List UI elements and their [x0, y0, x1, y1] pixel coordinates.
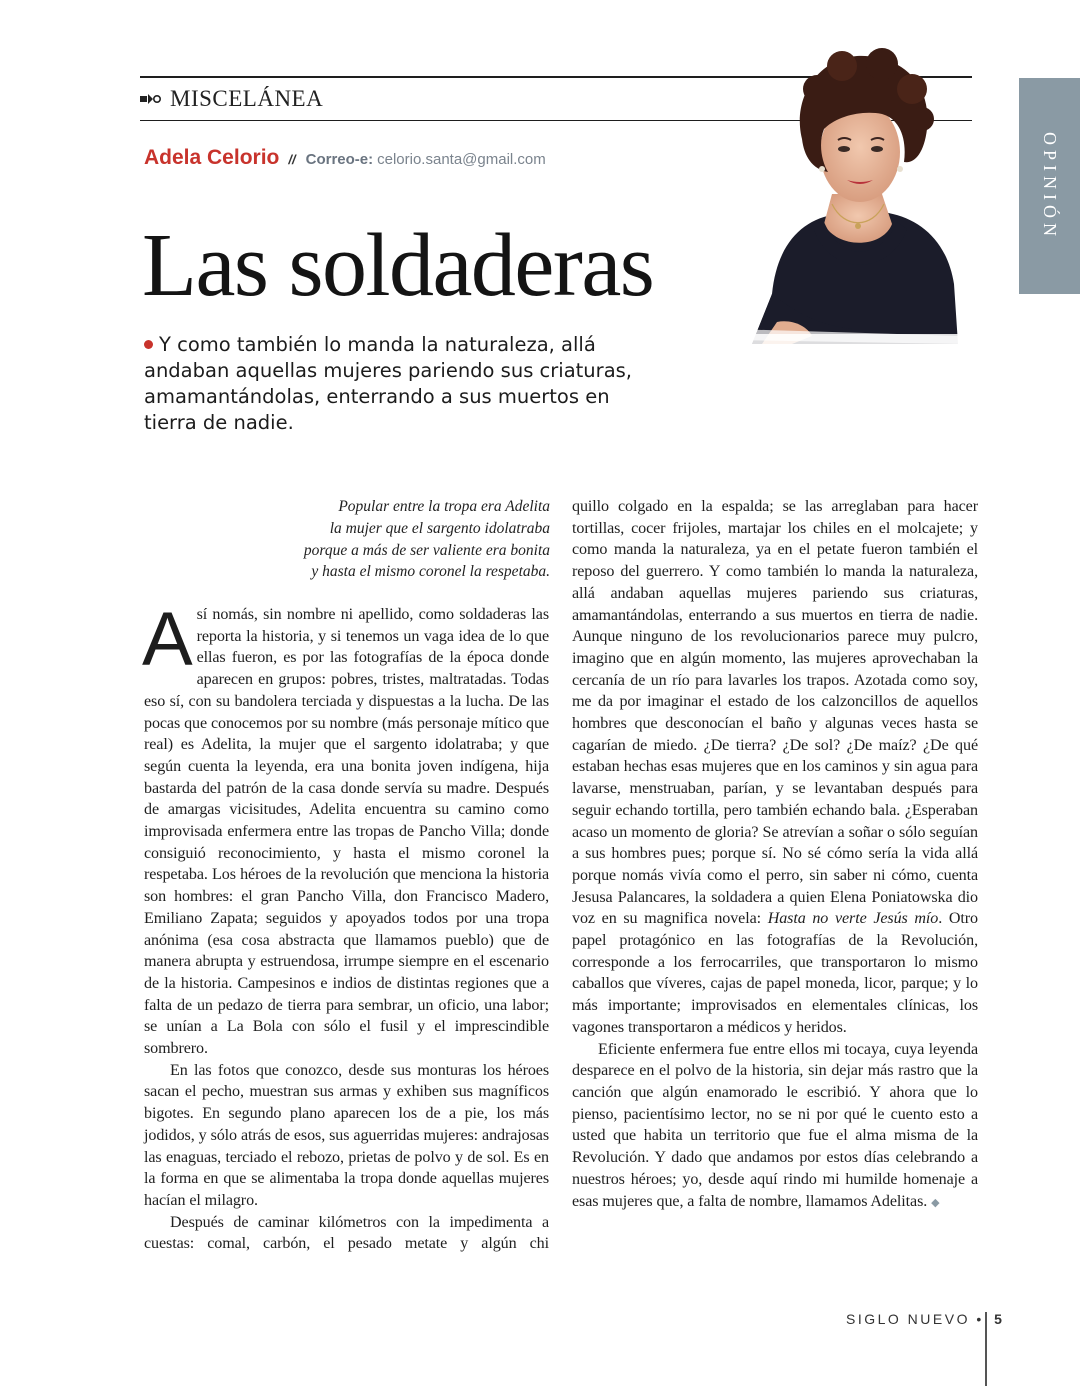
- epigraph: [250, 496, 550, 583]
- article-deck: [144, 332, 664, 436]
- body-paragraph: Eficiente enfermera fue entre ellos mi tocaya, cuya leyenda desparece en el polvo de la historia, sin dejar más rastro que la canción que algún enamorado le escribió. Y ahora que lo pienso, pacientísimo lector, no se ni por qué le cuento esto a usted que habita un territorio que fue el alma misma de la Revolución. Y dado que andamos por estos días celebrando a nuestros héroes; yo, desde aquí rindo mi humilde homenaje a esas mujeres que, a falta de nombre, llamamos Adelitas. ◆: [572, 1040, 978, 1210]
- book-title: Hasta no verte Jesús mío: [767, 910, 939, 928]
- byline-separator: //: [288, 152, 296, 167]
- deck-text: Y como también lo manda la naturaleza, allá andaban aquellas mujeres pariendo sus criaturas, amamantándolas, enterrando a sus muertos en tierra de nadie.: [144, 333, 632, 434]
- section-tab-label: OPINIÓN: [1040, 131, 1060, 241]
- section-label: MISCELÁNEA: [170, 86, 324, 111]
- epigraph-line: Popular entre la tropa era Adelita: [338, 498, 550, 515]
- body-paragraph: En las fotos que conozco, desde sus monturas los héroes sacan el pecho, muestran sus armas y exhiben sus magníficos bigotes. En segundo plano aparecen los de a pie, los más jodidos, y sólo atrás de esos, sus aguerridas mujeres: andrajosas las enaguas, terciado el rebozo, prietas de polvo y de sol. Es en la forma en que se alimentaba la tropa donde aquellas mujeres hacían el milagro.: [144, 1061, 549, 1209]
- body-column-right: [572, 496, 978, 1214]
- page-footer: [846, 1311, 1002, 1327]
- section-header: [140, 86, 323, 112]
- author-name: Adela Celorio: [144, 146, 280, 169]
- email-label: Correo-e:: [305, 151, 374, 168]
- footer-rule: [985, 1312, 987, 1386]
- end-mark-icon: ◆: [931, 1196, 940, 1209]
- byline: [144, 146, 546, 170]
- body-paragraph: Después de caminar kilómetros con la impedimenta a cuestas: comal, carbón, el pesado metate y algún chi: [144, 1213, 549, 1253]
- section-tab: [1019, 78, 1080, 294]
- epigraph-line: porque a más de ser valiente era bonita: [303, 541, 550, 559]
- arrow-bullet-icon: [140, 93, 162, 105]
- page-number: 5: [994, 1311, 1002, 1327]
- magazine-name: SIGLO NUEVO: [846, 1311, 970, 1327]
- body-paragraph: quillo colgado en la espalda; se las arreglaban para hacer tortillas, cocer frijoles, martajar los chiles en el molcajete; y como manda la naturaleza, ya en el petate fueron también el reposo del guerrero. Y como también lo manda la naturaleza, allá andaban aquellas mujeres pariendo sus criaturas, amamantándolas, enterrando a sus muertos en tierra de nadie. Aunque ninguno de los revolucionarios parece muy pulcro, imagino que en algún momento, las mujeres aprovechaban la cercanía de un río para lavarles los trapos. Azotada como soy, me da por imaginar el estado de los calzoncillos de aquellos hombres que desconocían el baño y algunas veces hasta se cagarían de miedo. ¿De tierra? ¿De sol? ¿De maíz? ¿De qué estaban hechas esas mujeres que en los caminos y sin agua para lavarse, menstruaban, parían, y se levantaban después para seguir echando tortilla, pero también echando bala. ¿Esperaban acaso un momento de gloria? Se atrevían a soñar o sólo seguían a sus hombres pues; porque sí. No sé cómo sería la vida allá porque nomás vivía como el perro, sin saber ni cómo, cuenta Jesusa Palancares, la soldadera a quien Elena Poniatowska dio voz en su magnifica novela: Hasta no verte Jesús mío. Otro papel protagónico en las fotografías de la Revolución, corresponde a los ferrocarriles, que transportaron lo mismo caballos que víveres, cajas de papel moneda, licor, parque; y lo más importante; improvisados en elementales clínicas, los vagones transportaron a médicos y heridos.: [572, 498, 978, 1036]
- footer-dot: •: [976, 1311, 984, 1327]
- epigraph-line: y hasta el mismo coronel la respetaba.: [311, 563, 550, 581]
- drop-cap: A: [142, 597, 193, 682]
- deck-bullet-icon: [144, 340, 153, 349]
- body-column-left: [142, 597, 549, 1255]
- author-email-link[interactable]: celorio.santa@gmail.com: [377, 151, 546, 168]
- body-paragraph: Así nomás, sin nombre ni apellido, como soldaderas las reporta la historia, y si tenemos un vaga idea de lo que ellas fueron, es por las fotografías de la época donde aparecen en grupos: pobres, tristes, maltratadas. Todas eso sí, con su bandolera terciada y dispuestas a la lucha. De las pocas que conocemos por su nombre (más personaje mítico que real) es Adelita, la mujer que el sargento idolatraba; y que según cuenta la leyenda, era una bonita joven indígena, hija bastarda del patrón de la casa donde servía su madre. Después de amargas vicisitudes, Adelita encuentra su camino como improvisada enfermera entre las tropas de Pancho Villa; donde consiguió reconocimiento, y hasta el mismo coronel la respetaba. Los héroes de la revolución que menciona la historia son hombres: el gran Pancho Villa, don Francisco Madero, Emiliano Zapata; seguidos y apoyados todos por una tropa anónima (esa cosa abstracta que llamamos pueblo) que de manera abrupta y estruendosa, irrumpe siempre en el escenario de la historia. Campesinos e indios de distintas regiones que a falta de un pedazo de tierra para sembrar, un oficio, una labor; se unían a La Bola con sólo el fusil y el imprescindible sombrero.: [142, 597, 549, 1058]
- article-title: Las soldaderas: [142, 216, 654, 315]
- epigraph-line: la mujer que el sargento idolatraba: [329, 519, 550, 537]
- author-portrait: [732, 44, 962, 364]
